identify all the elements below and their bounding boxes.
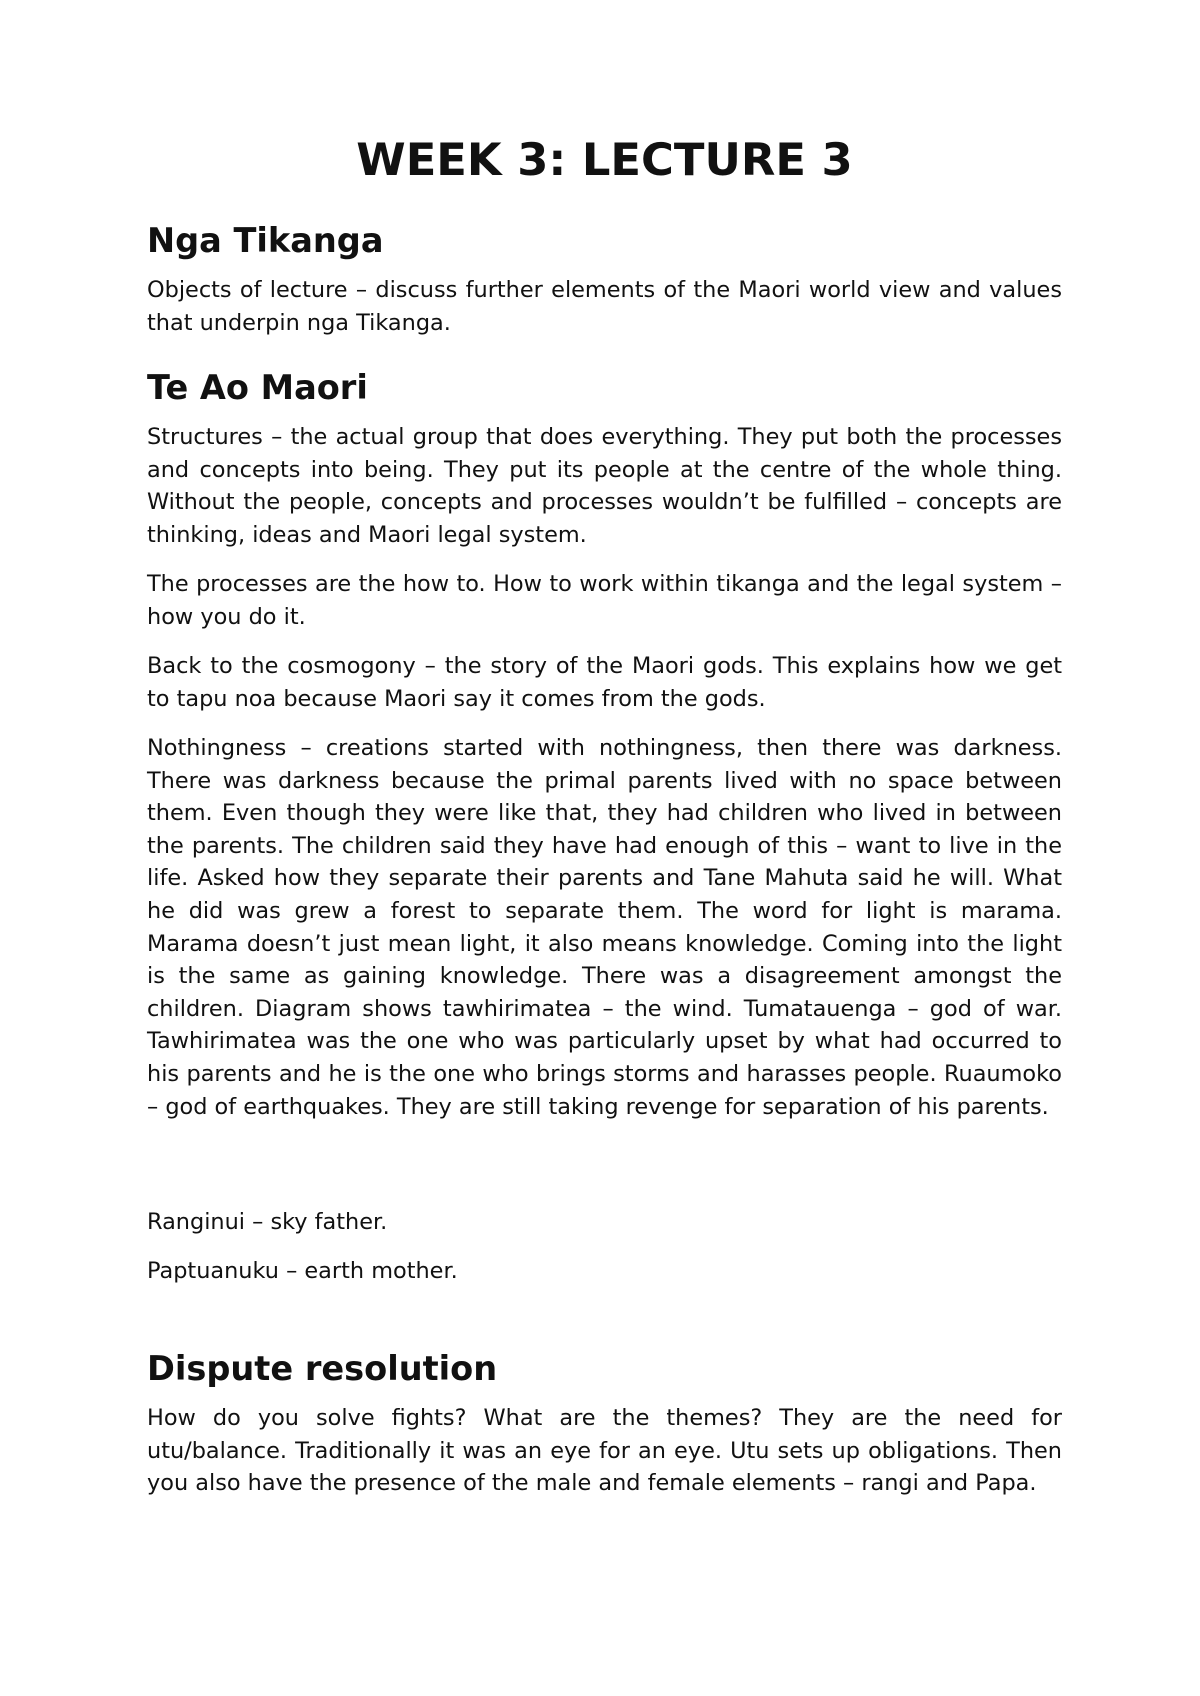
paragraph-cosmogony: Back to the cosmogony – the story of the Maori gods. This explains how we get to tapu noa because Maori say it comes from the gods. [147,653,1062,712]
document-title: WEEK 3: LECTURE 3 [356,133,853,186]
paragraph-ranginui: Ranginui – sky father. [147,1209,388,1235]
paragraph-dispute: How do you solve fights? What are the themes? They are the need for utu/balance. Traditionally it was an eye for an eye. Utu sets up obligations. Then you also have the presence of the male and female elements – rangi and Papa. [147,1405,1062,1497]
paragraph-objects: Objects of lecture – discuss further elements of the Maori world view and values that underpin nga Tikanga. [147,277,1062,336]
paragraph-nothingness: Nothingness – creations started with nothingness, then there was darkness. There was darkness because the primal parents lived with no space between them. Even though they were like that, they had children who lived in between the parents. The children said they have had enough of this – want to live in the life. Asked how they separate their parents and Tane Mahuta said he will. What he did was grew a forest to separate them. The word for light is marama. Marama doesn’t just mean light, it also means knowledge. Coming into the light is the same as gaining knowledge. There was a disagreement amongst the children. Diagram shows tawhirimatea – the wind. Tumatauenga – god of war. Tawhirimatea was the one who was particularly upset by what had occurred to his parents and he is the one who brings storms and harasses people. Ruaumoko – god of earthquakes. They are still taking revenge for separation of his parents. [147,735,1062,1120]
heading-dispute-resolution: Dispute resolution [147,1349,498,1388]
heading-nga-tikanga: Nga Tikanga [147,221,384,260]
paragraph-structures: Structures – the actual group that does everything. They put both the processes and concepts into being. They put its people at the centre of the whole thing. Without the people, concepts and processes wouldn’t be fulfilled – concepts are thinking, ideas and Maori legal system. [147,424,1062,548]
heading-te-ao-maori: Te Ao Maori [147,368,368,407]
paragraph-processes: The processes are the how to. How to work within tikanga and the legal system – how you do it. [147,571,1062,630]
paragraph-paptuanuku: Paptuanuku – earth mother. [147,1258,458,1284]
